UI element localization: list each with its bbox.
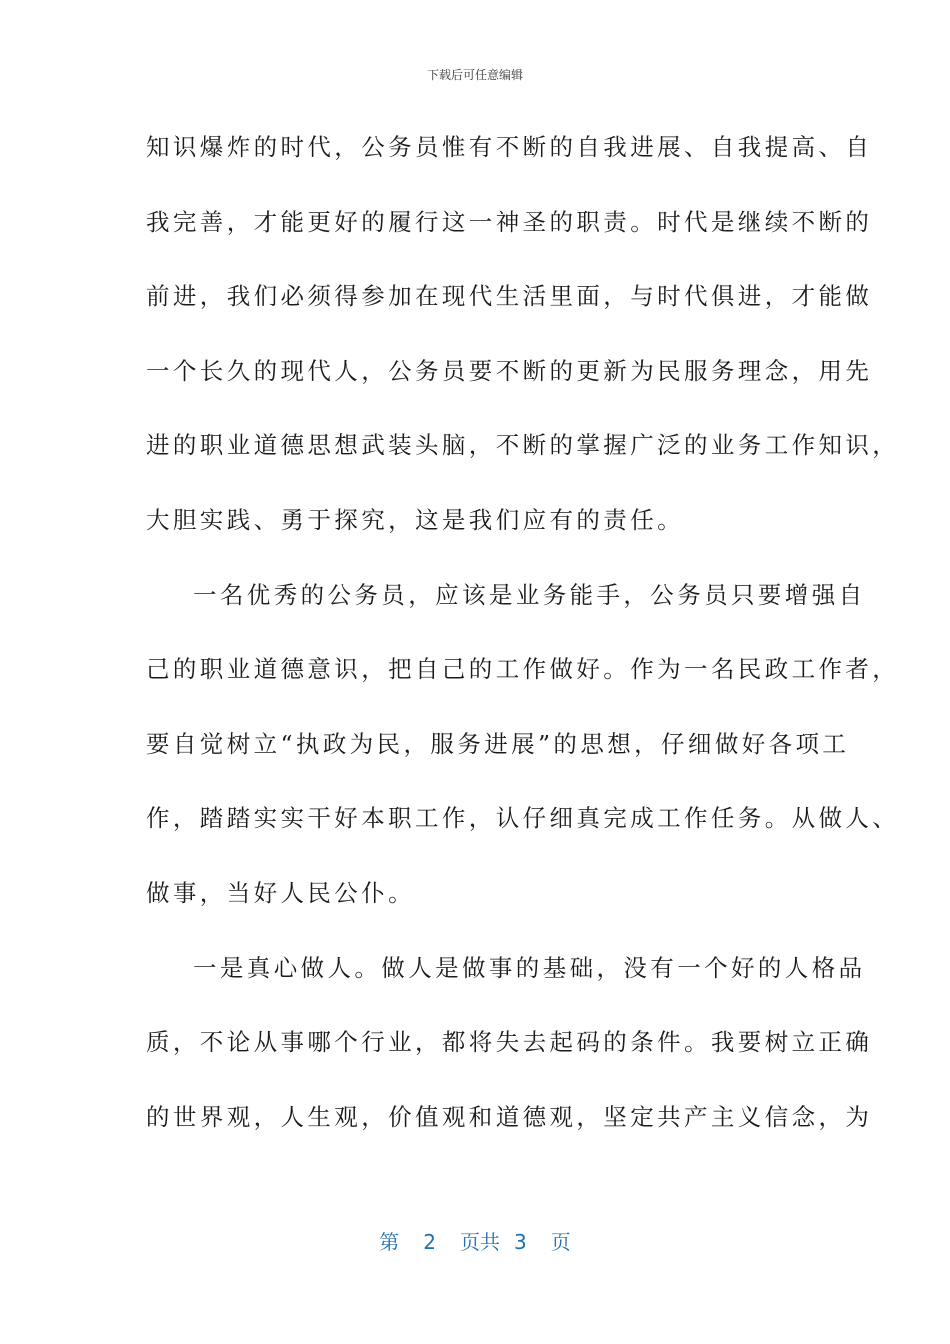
text-line: 进的职业道德思想武装头脑，不断的掌握广泛的业务工作知识， bbox=[146, 431, 900, 460]
text-line: 做事，当好人民公仆。 bbox=[146, 878, 415, 907]
header-note: 下载后可任意编辑 bbox=[426, 68, 523, 82]
text-line: 我完善，才能更好的履行这一神圣的职责。时代是继续不断的 bbox=[146, 207, 873, 236]
text-line: 作，踏踏实实干好本职工作，认仔细真完成工作任务。从做人、 bbox=[146, 804, 900, 833]
text-line: 己的职业道德意识，把自己的工作做好。作为一名民政工作者， bbox=[146, 655, 900, 684]
text-line: 一个长久的现代人，公务员要不断的更新为民服务理念，用先 bbox=[146, 356, 873, 385]
text-line: 大胆实践、勇于探究，这是我们应有的责任。 bbox=[146, 505, 684, 534]
footer-prefix: 第 bbox=[379, 1230, 400, 1254]
paragraph-start-line: 一是真心做人。做人是做事的基础，没有一个好的人格品 bbox=[193, 953, 866, 982]
paragraph-start-line: 一名优秀的公务员，应该是业务能手，公务员只要增强自 bbox=[193, 580, 866, 609]
current-page-number: 2 bbox=[423, 1230, 436, 1254]
text-line: 前进，我们必须得参加在现代生活里面，与时代俱进，才能做 bbox=[146, 282, 873, 311]
body-text bbox=[146, 128, 900, 1172]
total-pages-number: 3 bbox=[514, 1230, 527, 1254]
text-line: 要自觉树立“执政为民，服务进展”的思想，仔细做好各项工 bbox=[146, 729, 850, 758]
footer-middle: 页共 bbox=[460, 1230, 500, 1254]
text-line: 知识爆炸的时代，公务员惟有不断的自我进展、自我提高、自 bbox=[146, 133, 873, 161]
text-line: 的世界观，人生观，价值观和道德观，坚定共产主义信念，为 bbox=[146, 1102, 873, 1131]
page-number-footer bbox=[0, 1226, 950, 1255]
text-line: 质，不论从事哪个行业，都将失去起码的条件。我要树立正确 bbox=[146, 1028, 873, 1057]
footer-suffix: 页 bbox=[550, 1230, 571, 1254]
